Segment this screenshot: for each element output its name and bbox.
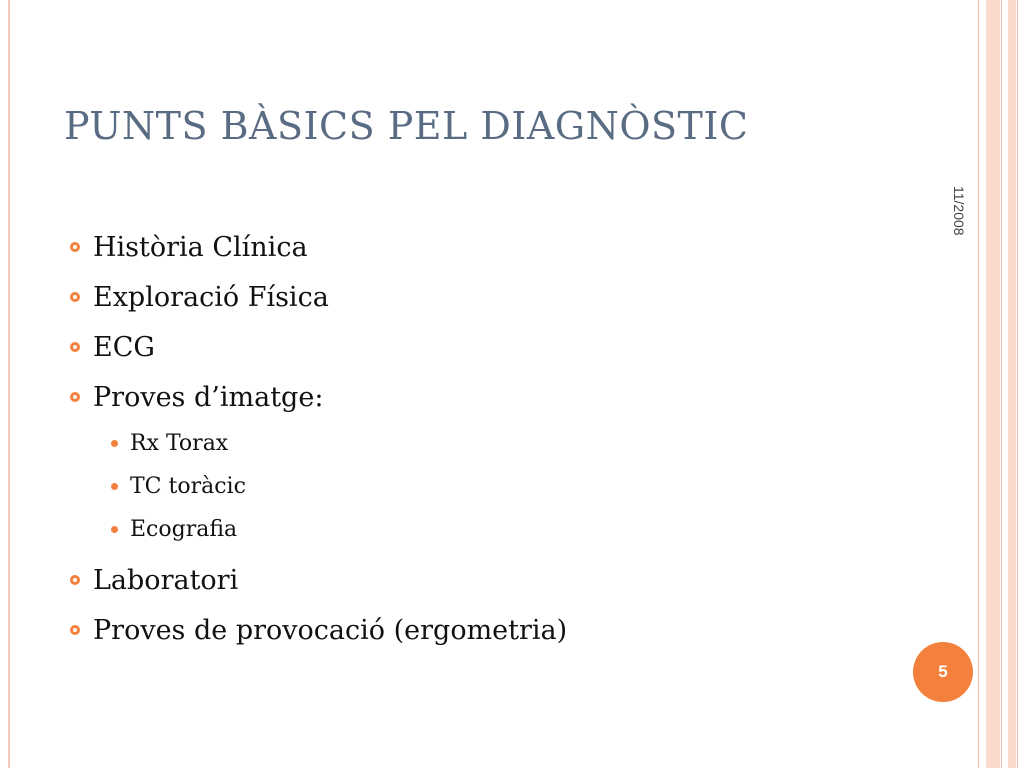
list-item-label: Història Clínica — [93, 231, 308, 263]
frame-right-line — [1017, 0, 1018, 768]
list-item-label: Proves d’imatge: — [93, 381, 324, 413]
list-item-label: ECG — [93, 331, 155, 363]
list-item-label: Proves de provocació (ergometria) — [93, 614, 568, 646]
ring-bullet-icon — [70, 292, 80, 302]
list-item — [70, 272, 930, 322]
slide-date: 11/2008 — [951, 186, 967, 236]
sub-list-item-label: Rx Torax — [130, 431, 229, 456]
dot-bullet-icon — [111, 483, 118, 490]
list-item — [70, 605, 930, 655]
sub-list-item — [70, 422, 930, 465]
dot-bullet-icon — [111, 440, 118, 447]
list-item — [70, 222, 930, 272]
ring-bullet-icon — [70, 342, 80, 352]
list-item — [70, 372, 930, 422]
sub-list-item-label: Ecografia — [130, 517, 238, 542]
frame-right-line — [978, 0, 979, 768]
ring-bullet-icon — [70, 575, 80, 585]
page-number-badge — [913, 642, 973, 702]
ring-bullet-icon — [70, 242, 80, 252]
sub-bullet-list — [70, 422, 930, 551]
sub-list-item — [70, 465, 930, 508]
sub-list-item-label: TC toràcic — [130, 474, 246, 499]
list-item-label: Exploració Física — [93, 281, 329, 313]
sub-list-item — [70, 508, 930, 551]
list-item — [70, 555, 930, 605]
list-item — [70, 322, 930, 372]
list-item-label: Laboratori — [93, 564, 239, 596]
frame-right-band — [986, 0, 1000, 768]
frame-right-line — [1001, 0, 1002, 768]
slide-title: PUNTS BÀSICS PEL DIAGNÒSTIC — [64, 104, 749, 148]
dot-bullet-icon — [111, 526, 118, 533]
ring-bullet-icon — [70, 625, 80, 635]
bullet-list — [70, 222, 930, 655]
page-number: 5 — [938, 662, 948, 681]
ring-bullet-icon — [70, 392, 80, 402]
frame-left-line — [8, 0, 10, 768]
frame-right-band — [1008, 0, 1016, 768]
